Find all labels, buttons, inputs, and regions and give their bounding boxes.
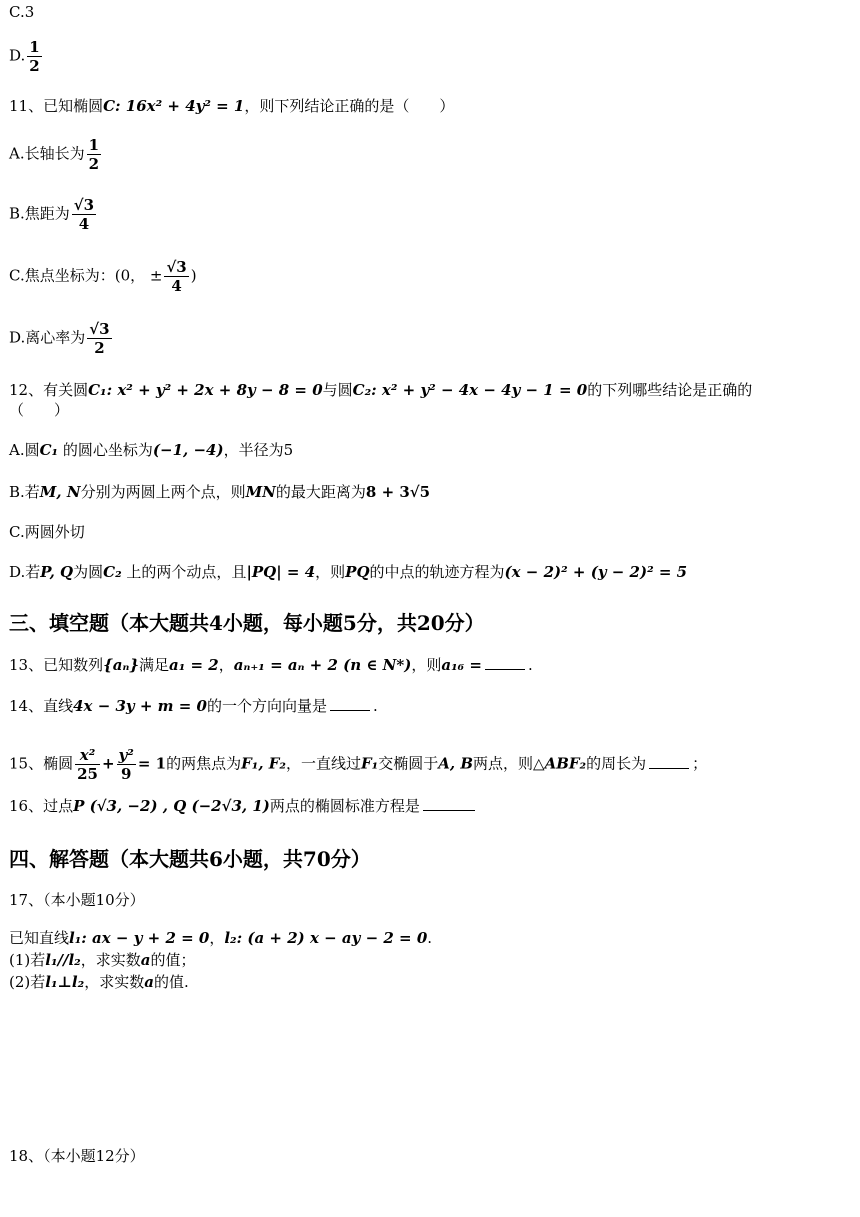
question-18-header: 18、（本小题12分） [9,1147,145,1165]
option-d-half: D. $\frac{1}{2}$ [9,38,40,75]
question-15: 15、椭圆 $\frac{\text{x²}}{25}$ + $\frac{\text{y²}}{9}$ = 1的两焦点为F₁, F₂，一直线过F₁交椭圆于A, B两点，则△ABF₂的周长为 ； [9,746,708,783]
section-heading-solutions: 四、解答题（本大题共6小题，共70分） [9,847,371,871]
fraction: $\frac{√3}{2}$ [89,320,110,357]
section-heading-fill-in: 三、填空题（本大题共4小题，每小题5分，共20分） [9,611,485,635]
question-12-option-c: C.两圆外切 [9,523,85,541]
fraction: $\frac{1}{2}$ [29,38,40,75]
question-11-option-d: D.离心率为 $\frac{√3}{2}$ [9,320,110,357]
question-12-option-a: A.圆C₁ 的圆心坐标为(−1, −4)，半径为5 [9,441,294,459]
fraction: $\frac{1}{2}$ [88,136,100,173]
question-11-option-a: A.长轴长为 $\frac{1}{2}$ [9,136,100,173]
fraction: $\frac{\text{y²}}{9}$ [118,746,134,783]
question-17-header: 17、（本小题10分） [9,891,145,909]
question-12: 12、有关圆C₁: x² + y² + 2x + 8y − 8 = 0与圆C₂: x² + y² − 4x − 4y − 1 = 0的下列哪些结论是正确的 [9,381,753,399]
question-14: 14、直线4x − 3y + m = 0的一个方向向量是 . [9,697,378,715]
answer-blank [649,754,689,769]
question-11: 11、已知椭圆C: 16x² + 4y² = 1，则下列结论正确的是（ ） [9,97,455,115]
fraction: $\frac{√3}{4}$ [166,258,187,295]
question-12-option-d: D.若P, Q为圆C₂ 上的两个动点，且|PQ| = 4，则PQ的中点的轨迹方程为(x − 2)² + (y − 2)² = 5 [9,563,688,581]
question-12-parens: （ ） [9,401,70,419]
answer-blank [330,696,370,711]
fraction: $\frac{√3}{4}$ [73,196,95,233]
fraction: $\frac{\text{x²}}{25}$ [77,746,98,783]
question-17-given: 已知直线l₁: ax − y + 2 = 0，l₂: (a + 2) x − ay − 2 = 0. [9,929,433,947]
answer-blank [485,655,525,670]
answer-blank [423,796,475,811]
question-17-part-2: (2)若l₁⊥l₂，求实数a的值. [9,973,189,991]
question-12-option-b: B.若M, N分别为两圆上两个点，则MN的最大距离为8 + 3√5 [9,483,431,501]
question-11-option-b: B.焦距为 $\frac{√3}{4}$ [9,196,95,233]
option-c-3: C.3 [9,3,35,21]
question-17-part-1: (1)若l₁//l₂，求实数a的值； [9,951,196,969]
question-13: 13、已知数列{aₙ}满足a₁ = 2，aₙ₊₁ = aₙ + 2 (n ∈ N*)，则a₁₆ = . [9,656,533,674]
question-11-option-c: C.焦点坐标为：(0， ± $\frac{√3}{4}$ ) [9,258,197,295]
question-16: 16、过点P (√3, −2) , Q (−2√3, 1)两点的椭圆标准方程是 [9,796,478,816]
